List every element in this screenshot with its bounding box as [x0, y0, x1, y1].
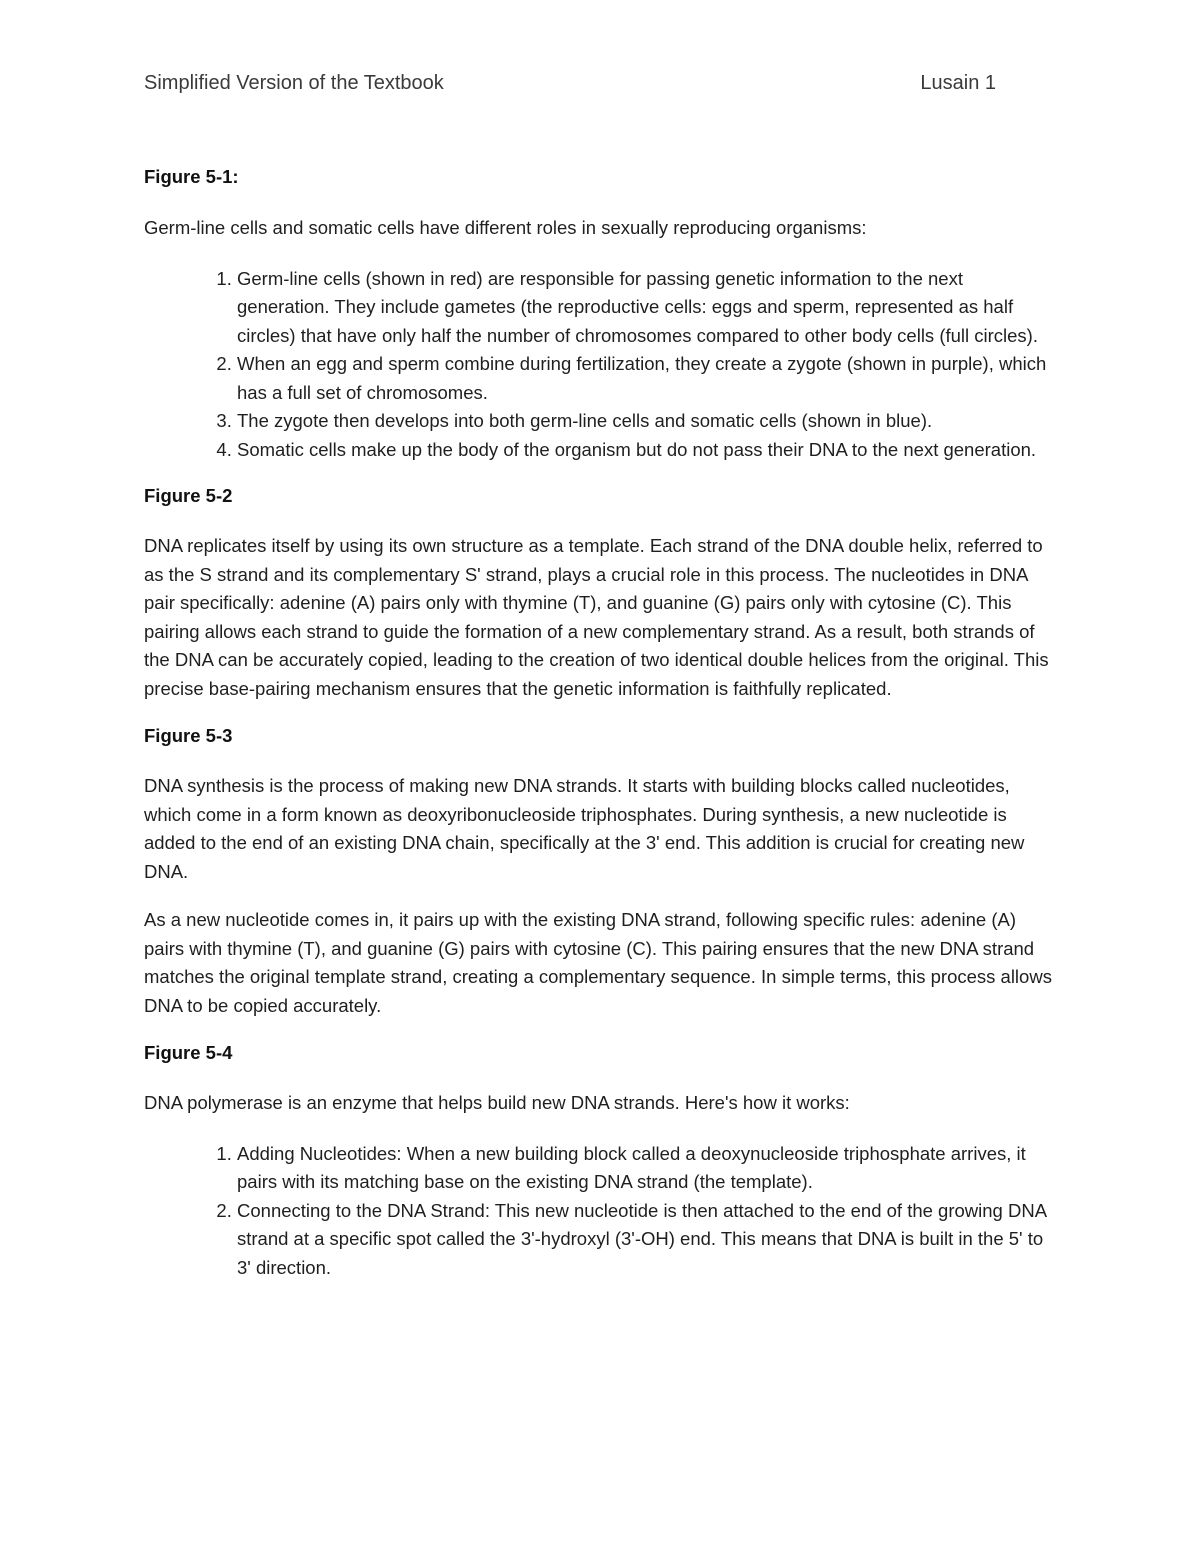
list-item: 2. Connecting to the DNA Strand: This new nucleotide is then attached to the end of the growing DNA strand at a specific spot called the 3'-hydroxyl (3'-OH) end. This means that DNA is built in the 5' to 3' direction. — [237, 1197, 1060, 1283]
section-figure-5-3 — [144, 721, 1060, 1020]
section-paragraph: As a new nucleotide comes in, it pairs up with the existing DNA strand, following specific rules: adenine (A) pairs with thymine (T), and guanine (G) pairs with cytosine (C). This pairing ensures that the new DNA strand matches the original template strand, creating a complementary sequence. In simple terms, this process allows DNA to be copied accurately. — [144, 909, 1052, 1016]
section-figure-5-1 — [144, 162, 1060, 464]
section-paragraph: DNA synthesis is the process of making new DNA strands. It starts with building blocks called nucleotides, which come in a form known as deoxyribonucleoside triphosphates. During synthesis, a new nucleotide is added to the end of an existing DNA chain, specifically at the 3' end. This addition is crucial for creating new DNA. — [144, 775, 1025, 882]
numbered-list — [144, 1140, 1060, 1283]
section-paragraph: DNA polymerase is an enzyme that helps build new DNA strands. Here's how it works: — [144, 1092, 850, 1113]
section-heading: Figure 5-4 — [144, 1042, 233, 1063]
section-figure-5-4 — [144, 1038, 1060, 1282]
page-header — [144, 68, 996, 98]
author-page-number: Lusain 1 — [920, 72, 996, 94]
section-heading: Figure 5-2 — [144, 485, 233, 506]
section-figure-5-2 — [144, 481, 1060, 703]
section-paragraph: Germ-line cells and somatic cells have different roles in sexually reproducing organisms: — [144, 217, 867, 238]
list-item: 2. When an egg and sperm combine during fertilization, they create a zygote (shown in purple), which has a full set of chromosomes. — [237, 350, 1060, 407]
list-item: 1. Adding Nucleotides: When a new building block called a deoxynucleoside triphosphate arrives, it pairs with its matching base on the existing DNA strand (the template). — [237, 1140, 1060, 1197]
document-title: Simplified Version of the Textbook — [144, 72, 444, 94]
section-heading: Figure 5-3 — [144, 725, 233, 746]
section-heading: Figure 5-1: — [144, 166, 239, 187]
list-item: 4. Somatic cells make up the body of the organism but do not pass their DNA to the next generation. — [237, 436, 1060, 465]
list-item: 3. The zygote then develops into both germ-line cells and somatic cells (shown in blue). — [237, 407, 1060, 436]
list-item: 1. Germ-line cells (shown in red) are responsible for passing genetic information to the next generation. They include gametes (the reproductive cells: eggs and sperm, represented as half circles) that have only half the number of chromosomes compared to other body cells (full circles). — [237, 265, 1060, 351]
section-paragraph: DNA replicates itself by using its own structure as a template. Each strand of the DNA double helix, referred to as the S strand and its complementary S' strand, plays a crucial role in this process. The nucleotides in DNA pair specifically: adenine (A) pairs only with thymine (T), and guanine (G) pairs only with cytosine (C). This pairing allows each strand to guide the formation of a new complementary strand. As a result, both strands of the DNA can be accurately copied, leading to the creation of two identical double helices from the original. This precise base-pairing mechanism ensures that the genetic information is faithfully replicated. — [144, 535, 1049, 699]
document-body — [144, 162, 1060, 1282]
numbered-list — [144, 265, 1060, 465]
